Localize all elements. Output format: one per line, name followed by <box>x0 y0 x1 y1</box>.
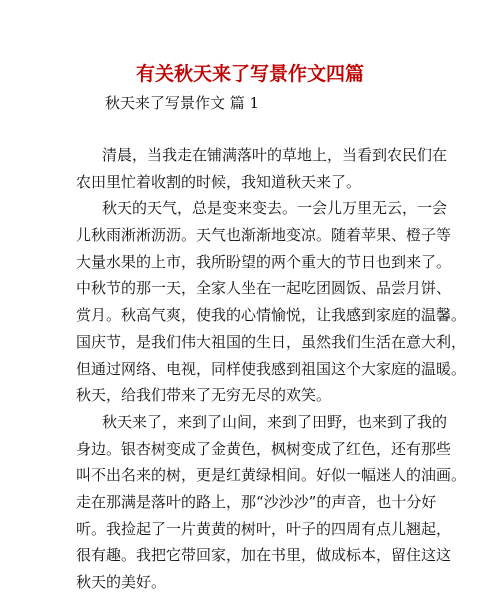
body-line: 赏月。秋高气爽，使我的心情愉悦，让我感到家庭的温馨。 <box>76 306 467 325</box>
body-line: 走在那满是落叶的路上，那“沙沙沙”的声音，也十分好 <box>76 492 437 511</box>
document-title: 有关秋天来了写景作文四篇 <box>135 63 364 85</box>
body-line: 叫不出名来的树，更是红黄绿相间。好似一幅迷人的油画。 <box>76 466 467 485</box>
body-line: 秋天来了，来到了山间，来到了田野，也来到了我的 <box>102 412 448 431</box>
body-line: 大量水果的上市，我所盼望的两个重大的节日也到来了。 <box>76 252 452 271</box>
body-line: 农田里忙着收割的时候，我知道秋天来了。 <box>76 172 362 191</box>
body-line: 秋天的美好。 <box>76 573 167 591</box>
section-heading: 秋天来了写景作文 篇 1 <box>105 94 260 112</box>
body-line: 秋天，给我们带来了无穷无尽的欢笑。 <box>76 386 332 405</box>
body-line: 身边。银杏树变成了金黄色，枫树变成了红色，还有那些 <box>76 439 452 458</box>
document-body <box>76 142 467 591</box>
body-line: 很有趣。我把它带回家，加在书里，做成标本，留住这这 <box>76 546 452 565</box>
body-line: 但通过网络、电视，同样使我感到祖国这个大家庭的温暖。 <box>76 359 467 378</box>
body-line: 儿秋雨淅淅沥沥。天气也渐渐地变凉。随着苹果、橙子等 <box>76 226 452 245</box>
body-line: 中秋节的那一天，全家人坐在一起吃团圆饭、品尝月饼、 <box>76 279 452 298</box>
body-line: 听。我捡起了一片黄黄的树叶，叶子的四周有点儿翘起， <box>76 519 452 538</box>
body-line: 国庆节，是我们伟大祖国的生日，虽然我们生活在意大利， <box>76 332 467 351</box>
body-line: 清晨，当我走在铺满落叶的草地上，当看到农民们在 <box>102 146 448 164</box>
body-line: 秋天的天气，总是变来变去。一会儿万里无云，一会 <box>102 199 448 218</box>
